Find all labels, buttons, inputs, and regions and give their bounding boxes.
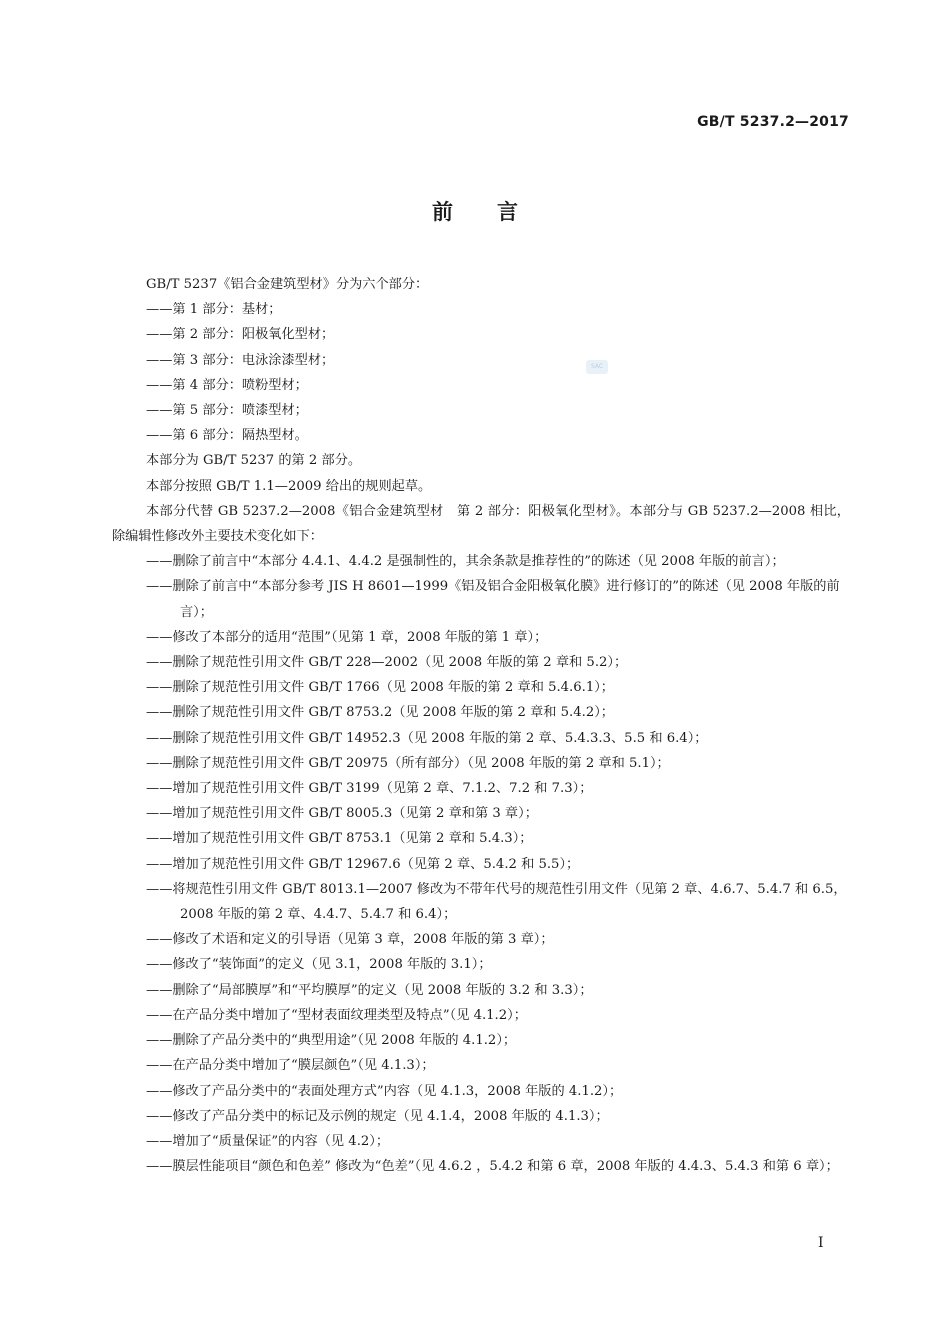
change-item: ——删除了“局部膜厚”和“平均膜厚”的定义（见 2008 年版的 3.2 和 3.3）； [146, 982, 593, 998]
part-item: ——第 3 部分：电泳涂漆型材； [146, 352, 335, 368]
standard-number: GB/T 5237.2—2017 [697, 114, 849, 130]
change-item: ——增加了规范性引用文件 GB/T 8753.1（见第 2 章和 5.4.3）； [146, 831, 533, 847]
change-item: ——修改了术语和定义的引导语（见第 3 章，2008 年版的第 3 章）； [146, 932, 554, 948]
change-item: ——将规范性引用文件 GB/T 8013.1—2007 修改为不带年代号的规范性引用文件（见第 2 章、4.6.7、5.4.7 和 6.5，2008 年版的第 2 章、4.4.7、5.4.7 和 6.4）； [146, 881, 847, 923]
change-item: ——增加了规范性引用文件 GB/T 8005.3（见第 2 章和第 3 章）； [146, 806, 538, 822]
intro-paragraph: GB/T 5237《铝合金建筑型材》分为六个部分： [146, 277, 429, 292]
change-item: ——增加了规范性引用文件 GB/T 3199（见第 2 章、7.1.2、7.2 和 7.3）； [146, 781, 593, 797]
statement-paragraph: 本部分按照 GB/T 1.1—2009 给出的规则起草。 [146, 478, 432, 494]
change-item: ——修改了本部分的适用“范围”（见第 1 章，2008 年版的第 1 章）； [146, 629, 548, 645]
page-number: I [818, 1235, 824, 1251]
change-item: ——修改了产品分类中的标记及示例的规定（见 4.1.4，2008 年版的 4.1.3）； [146, 1108, 609, 1124]
page-title: 前言 [432, 200, 562, 224]
change-item: ——膜层性能项目“颜色和色差” 修改为“色差”（见 4.6.2 ，5.4.2 和第 6 章，2008 年版的 4.4.3、5.4.3 和第 6 章）； [146, 1159, 839, 1175]
sac-watermark-logo: SAC [586, 360, 608, 374]
part-item: ——第 4 部分：喷粉型材； [146, 377, 308, 393]
change-item: ——修改了产品分类中的“表面处理方式”内容（见 4.1.3，2008 年版的 4.1.2）； [146, 1083, 623, 1099]
statement-paragraph: 本部分代替 GB 5237.2—2008《铝合金建筑型材 第 2 部分：阳极氧化型材》。本部分与 GB 5237.2—2008 相比，除编辑性修改外主要技术变化如下： [112, 503, 850, 545]
change-item: ——删除了前言中“本部分参考 JIS H 8601—1999《铝及铝合金阳极氧化膜》进行修订的”的陈述（见 2008 年版的前言）； [146, 579, 840, 620]
part-item: ——第 5 部分：喷漆型材； [146, 403, 308, 419]
part-item: ——第 1 部分：基材； [146, 302, 282, 318]
foreword-body [112, 272, 850, 1179]
change-item: ——删除了产品分类中的“典型用途”（见 2008 年版的 4.1.2）； [146, 1033, 517, 1049]
statement-paragraph: 本部分为 GB/T 5237 的第 2 部分。 [146, 453, 362, 469]
part-item: ——第 2 部分：阳极氧化型材； [146, 327, 335, 343]
change-item: ——增加了“质量保证”的内容（见 4.2）； [146, 1133, 390, 1149]
change-item: ——删除了规范性引用文件 GB/T 1766（见 2008 年版的第 2 章和 5.4.6.1）； [146, 680, 614, 696]
change-item: ——删除了规范性引用文件 GB/T 8753.2（见 2008 年版的第 2 章和 5.4.2）； [146, 705, 614, 721]
change-item: ——增加了规范性引用文件 GB/T 12967.6（见第 2 章、5.4.2 和 5.5）； [146, 856, 580, 872]
change-item: ——修改了“装饰面”的定义（见 3.1，2008 年版的 3.1）； [146, 957, 492, 973]
part-item: ——第 6 部分：隔热型材。 [146, 428, 308, 444]
change-item: ——删除了规范性引用文件 GB/T 14952.3（见 2008 年版的第 2 章、5.4.3.3、5.5 和 6.4）； [146, 730, 708, 746]
change-item: ——在产品分类中增加了“型材表面纹理类型及特点”（见 4.1.2）； [146, 1007, 527, 1023]
change-item: ——删除了规范性引用文件 GB/T 228—2002（见 2008 年版的第 2 章和 5.2）； [146, 655, 628, 671]
change-item: ——在产品分类中增加了“膜层颜色”（见 4.1.3）； [146, 1058, 435, 1074]
change-item: ——删除了规范性引用文件 GB/T 20975（所有部分）（见 2008 年版的第 2 章和 5.1）； [146, 755, 670, 771]
change-item: ——删除了前言中“本部分 4.4.1、4.4.2 是强制性的，其余条款是推荐性的”的陈述（见 2008 年版的前言）； [146, 554, 785, 570]
